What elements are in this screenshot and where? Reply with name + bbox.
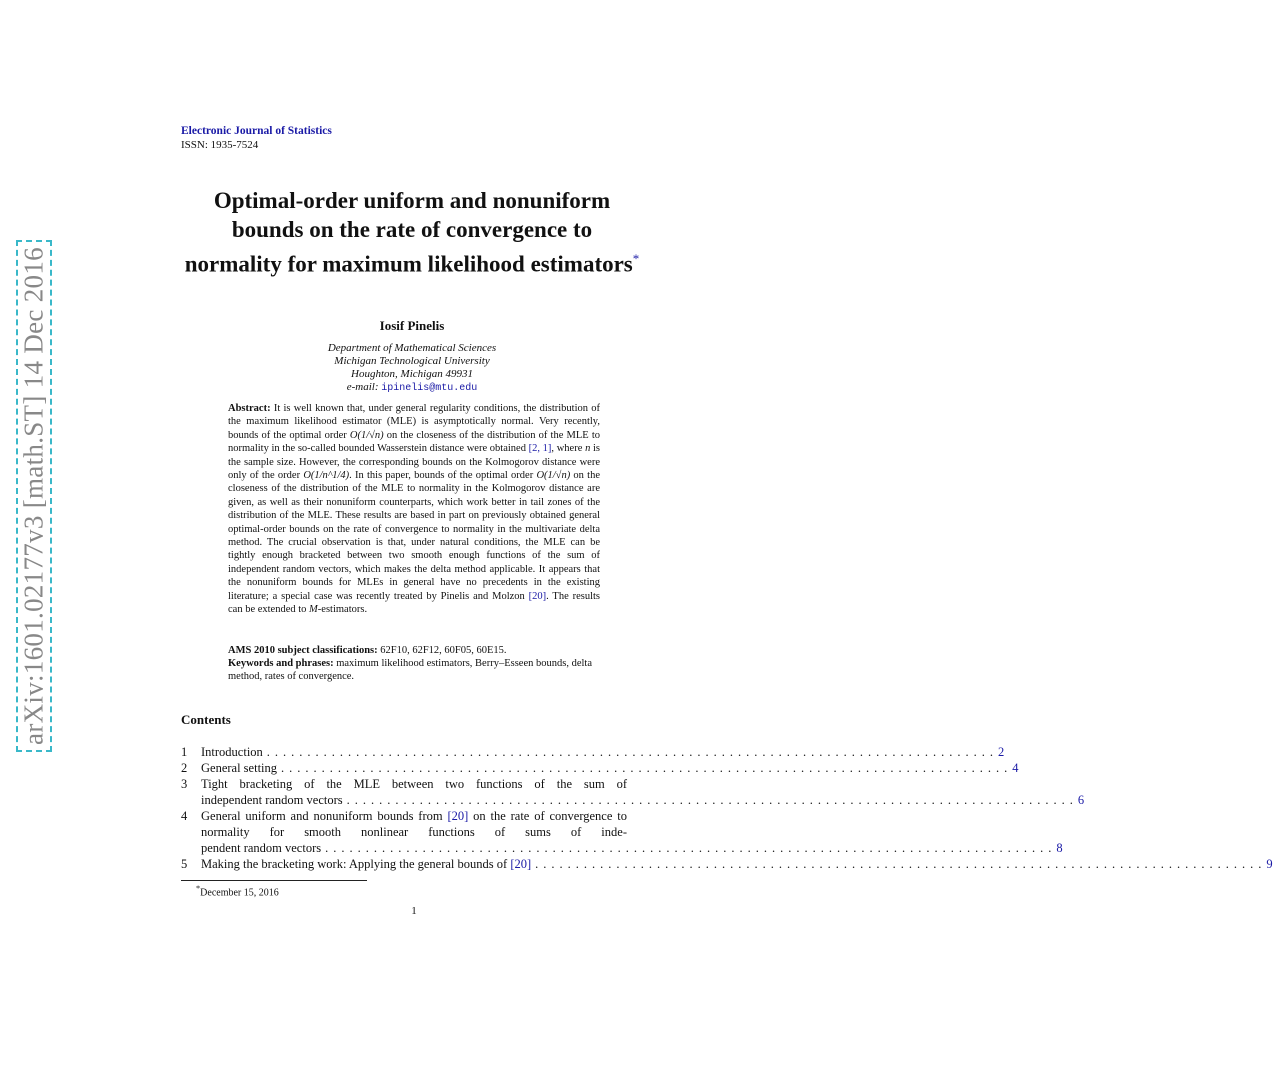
toc-number: 5: [181, 857, 188, 871]
abstract-text: . In this paper, bounds of the optimal order: [349, 470, 537, 482]
ams-label: AMS 2010 subject classifications:: [228, 645, 378, 656]
toc-entry-tight-bracketing[interactable]: [181, 776, 1085, 808]
abstract-text: is the sample size. However, the corresponding bounds on the Kolmogorov distance were only of the order: [228, 443, 600, 482]
abstract-math: M: [309, 604, 318, 616]
citation-link[interactable]: [20]: [447, 809, 469, 823]
toc-title: [201, 856, 531, 872]
footnote: [196, 884, 279, 898]
abstract-text: on the closeness of the distribution of the MLE to normality in the Kolmogorov distance are given, as well as their nonuniform counterparts, which work better in tail zones of the distribution of the MLE. These results are based in part on previously obtained general optimal-order bounds on the rate of convergence to normality in the multivariate delta method. The crucial observation is that, under natural conditions, the MLE can be tightly enough bracketed between two smooth enough functions of the sum of independent random vectors, which makes the delta method applicable. It appears that the nonuniform bounds for MLEs in general have no precedents in the existing literature; a special case was recently treated by Pinelis and Molzon: [228, 470, 600, 602]
toc-page-link[interactable]: 6: [1077, 793, 1085, 807]
toc-dot-leader: ..........................................................................................: [266, 745, 999, 759]
citation-link[interactable]: [20]: [510, 857, 532, 871]
abstract-math: O(1/n^1/4): [303, 470, 350, 482]
contents-heading: Contents: [181, 712, 231, 727]
abstract: [228, 402, 600, 617]
toc-dot-leader: ..........................................................................................: [535, 857, 1267, 871]
affiliation-address: Houghton, Michigan 49931: [351, 368, 473, 380]
abstract-text: on the closeness of the distribution of the MLE to normality in the so-called bounded Wasserstein distance were obtained: [228, 429, 600, 455]
toc-page-link[interactable]: 8: [1056, 841, 1063, 855]
keywords: [228, 657, 600, 683]
email-link[interactable]: ipinelis@mtu.edu: [381, 383, 478, 394]
toc-title: [201, 808, 627, 840]
toc-title-part: General uniform and nonuniform bounds from: [201, 809, 448, 823]
footnote-rule: [181, 880, 367, 881]
toc-number: 3: [181, 777, 188, 791]
toc-entry-bracketing-work[interactable]: [181, 856, 1273, 872]
page-number: 1: [411, 905, 417, 917]
title-footnote-mark[interactable]: *: [632, 251, 640, 266]
keywords-value: maximum likelihood estimators, Berry–Esseen bounds, delta method, rates of convergence.: [228, 658, 592, 682]
ams-value: 62F10, 62F12, 60F05, 60E15.: [380, 645, 507, 656]
toc-page-link[interactable]: 2: [998, 745, 1005, 759]
affiliation-university: Michigan Technological University: [334, 355, 490, 367]
toc-number: 2: [181, 761, 188, 775]
toc-dot-leader: ..........................................................................................: [325, 841, 1057, 855]
abstract-text: . The results can be extended to: [228, 590, 600, 616]
arxiv-stamp[interactable]: [16, 240, 52, 752]
abstract-text: -estimators.: [317, 604, 368, 616]
issn: ISSN: 1935-7524: [181, 139, 259, 151]
toc-entry-introduction[interactable]: [181, 744, 1005, 760]
toc-dot-leader: ..........................................................................................: [281, 761, 1013, 775]
toc-title: General setting: [201, 761, 278, 775]
author-email: [181, 381, 643, 394]
toc-number: 4: [181, 809, 188, 823]
toc-dot-leader: ..........................................................................................: [346, 793, 1078, 807]
abstract-text: It is well known that, under general regularity conditions, the distribution of the maximum likelihood estimator (MLE) is asymptotically normal. Very recently, bounds of the optimal order: [228, 403, 600, 441]
abstract-label: Abstract:: [228, 403, 271, 414]
author-name: Iosif Pinelis: [379, 318, 445, 333]
toc-title-continued: pendent random vectors: [201, 841, 322, 855]
toc-title-part: Making the bracketing work: Applying the general bounds of: [201, 857, 511, 871]
toc-title-part: on the rate of convergence to normality for smooth nonlinear functions of sums of inde-: [201, 809, 627, 839]
toc-entry-general-setting[interactable]: [181, 760, 1019, 776]
citation-link[interactable]: [20]: [528, 590, 547, 602]
toc-title-continued: independent random vectors: [201, 793, 343, 807]
paper-title: [181, 186, 643, 279]
footnote-mark: *: [196, 884, 201, 893]
email-label: e-mail:: [346, 381, 379, 393]
abstract-math: O(1/√n): [536, 470, 571, 482]
footnote-text: December 15, 2016: [200, 887, 279, 899]
affiliation-department: Department of Mathematical Sciences: [327, 342, 497, 354]
abstract-text: , where: [551, 443, 586, 455]
keywords-label: Keywords and phrases:: [228, 658, 334, 669]
toc-number: 1: [181, 745, 188, 759]
abstract-math: n: [585, 443, 591, 455]
citation-link[interactable]: [2, 1]: [528, 443, 552, 455]
abstract-math: O(1/√n): [349, 429, 384, 441]
toc-page-link[interactable]: 9: [1266, 857, 1273, 871]
journal-name[interactable]: Electronic Journal of Statistics: [181, 125, 332, 137]
toc-entry-general-bounds[interactable]: [181, 808, 1063, 856]
toc-title: Tight bracketing of the MLE between two functions of the sum of: [201, 777, 627, 791]
toc-page-link[interactable]: 4: [1012, 761, 1019, 775]
paper-title-text: Optimal-order uniform and nonuniform bounds on the rate of convergence to normality for maximum likelihood estimators: [184, 188, 633, 277]
arxiv-stamp-text: arXiv:1601.02177v3 [math.ST] 14 Dec 2016: [18, 247, 49, 745]
toc-title: Introduction: [201, 745, 263, 759]
ams-classifications: [228, 644, 600, 657]
